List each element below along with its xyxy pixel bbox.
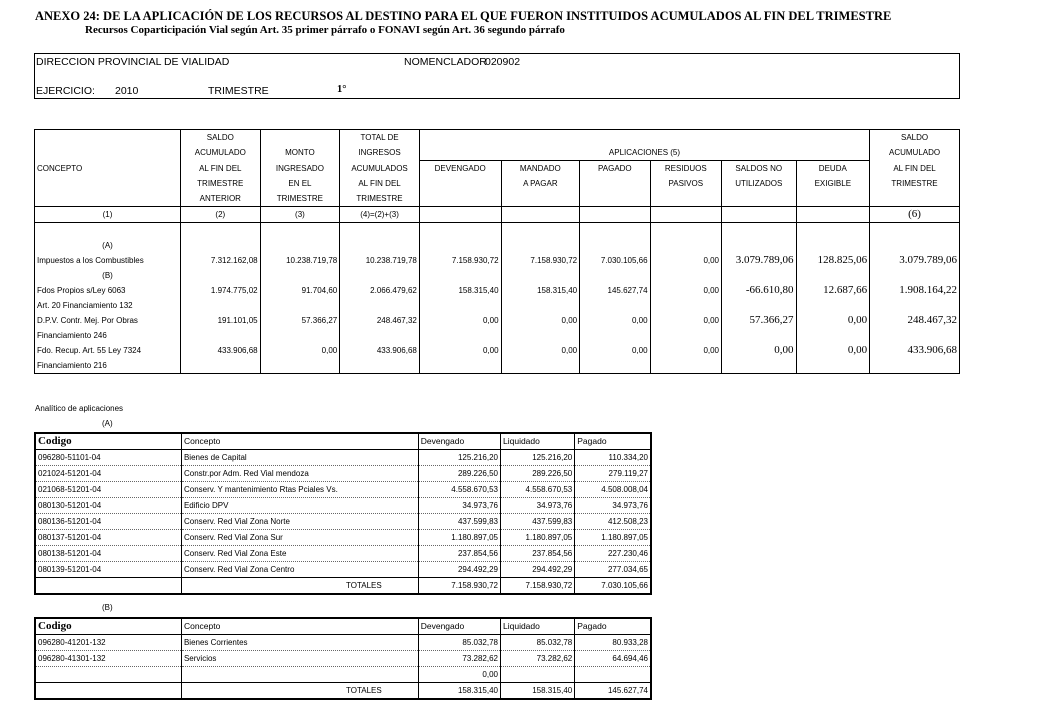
table-row (35, 253, 960, 268)
header-monto-2: INGRESADO (260, 161, 340, 177)
spacer-cell (870, 223, 960, 239)
spacer-cell (650, 358, 721, 374)
header-monto-3: EN EL (260, 176, 340, 191)
cell-liquidado: 437.599,83 (501, 514, 575, 530)
cell-codigo: 080136-51201-04 (35, 514, 181, 530)
spacer-cell (419, 238, 501, 253)
ejercicio-value: 2010 (115, 85, 139, 97)
cell-concepto: Constr.por Adm. Red Vial mendoza (181, 466, 418, 482)
cell-codigo: 096280-51101-04 (35, 450, 181, 466)
header-mandado-1: MANDADO (501, 161, 580, 177)
header-saldo-ant-3: AL FIN DEL (180, 161, 260, 177)
header-pagado: Pagado (575, 618, 651, 635)
cell-codigo: 080130-51201-04 (35, 498, 181, 514)
header-saldos-no-1: SALDOS NO (722, 161, 797, 177)
document-title: ANEXO 24: DE LA APLICACIÓN DE LOS RECURSOS AL DESTINO PARA EL QUE FUERON INSTITUIDOS ACUMULADOS AL FIN DEL TRIMESTRE (35, 9, 892, 23)
col-number-4: (4)=(2)+(3) (340, 207, 420, 223)
row-saldos-no: 0,00 (722, 343, 797, 358)
header-cell (796, 191, 870, 207)
cell-concepto: Conserv. Red Vial Zona Este (181, 546, 418, 562)
cell-liquidado: 237.854,56 (501, 546, 575, 562)
analitico-title: Analítico de aplicaciones (35, 404, 124, 413)
spacer-cell (501, 238, 580, 253)
spacer-cell (650, 328, 721, 343)
spacer-cell (260, 328, 340, 343)
cell-devengado: 4.558.670,53 (418, 482, 500, 498)
header-liquidado: Liquidado (501, 433, 575, 450)
row-saldos-no: 3.079.789,06 (722, 253, 797, 268)
spacer-cell (180, 268, 260, 283)
table-row (35, 466, 651, 482)
header-cell (580, 176, 650, 191)
col-number-2: (2) (180, 207, 260, 223)
spacer-cell (722, 328, 797, 343)
row-mandado: 158.315,40 (501, 283, 580, 298)
total-liquidado: 158.315,40 (501, 683, 575, 700)
cell-liquidado: 125.216,20 (501, 450, 575, 466)
header-devengado: DEVENGADO (419, 161, 501, 177)
spacer-cell (180, 238, 260, 253)
header-saldo-ant-1: SALDO (180, 130, 260, 146)
cell-pagado: 412.508,23 (575, 514, 651, 530)
header-total-2: INGRESOS (340, 145, 420, 161)
row-pagado: 0,00 (580, 343, 650, 358)
totals-label: TOTALES (181, 578, 418, 595)
row-pagado: 0,00 (580, 313, 650, 328)
header-codigo: Codigo (35, 618, 181, 635)
analitico-group-a: (A) (102, 419, 113, 428)
table-row (35, 514, 651, 530)
header-cell (580, 207, 650, 223)
organismo-name: DIRECCION PROVINCIAL DE VIALIDAD (36, 56, 230, 68)
spacer-cell (180, 223, 260, 239)
row-pagado: 7.030.105,66 (580, 253, 650, 268)
table-row (35, 635, 651, 651)
cell-pagado: 64.694,46 (575, 651, 651, 667)
header-liquidado: Liquidado (501, 618, 575, 635)
spacer-cell (260, 358, 340, 374)
header-saldo-fin-4: TRIMESTRE (870, 176, 960, 191)
cell-devengado: 237.854,56 (418, 546, 500, 562)
cell-codigo: 080138-51201-04 (35, 546, 181, 562)
cell-liquidado (501, 667, 575, 683)
cell-codigo: 021024-51201-04 (35, 466, 181, 482)
row-monto: 10.238.719,78 (260, 253, 340, 268)
cell-codigo: 096280-41301-132 (35, 651, 181, 667)
table-row (35, 651, 651, 667)
spacer-cell (870, 328, 960, 343)
group-b-label: (B) (102, 271, 113, 280)
cell-concepto: Conserv. Red Vial Zona Norte (181, 514, 418, 530)
header-cell (501, 191, 580, 207)
row-sub-concept: Art. 20 Financiamiento 132 (37, 301, 133, 310)
table-row (35, 313, 960, 328)
col-number-6: (6) (870, 207, 960, 223)
header-cell (35, 191, 181, 207)
nomenclador-label: NOMENCLADOR (404, 56, 487, 68)
header-monto-1: MONTO (260, 145, 340, 161)
spacer-cell (419, 268, 501, 283)
row-concept: D.P.V. Contr. Mej. Por Obras (37, 316, 138, 325)
row-total: 248.467,32 (340, 313, 420, 328)
row-saldos-no: 57.366,27 (722, 313, 797, 328)
row-saldo-ant: 7.312.162,08 (180, 253, 260, 268)
row-saldo-fin: 433.906,68 (870, 343, 960, 358)
row-deuda: 12.687,66 (796, 283, 870, 298)
nomenclador-value: 020902 (485, 56, 521, 68)
spacer-cell (260, 238, 340, 253)
header-cell (419, 191, 501, 207)
header-saldos-no-2: UTILIZADOS (722, 176, 797, 191)
cell-codigo: 021068-51201-04 (35, 482, 181, 498)
spacer-cell (35, 223, 181, 239)
row-saldo-ant: 1.974.775,02 (180, 283, 260, 298)
header-saldo-ant-2: ACUMULADO (180, 145, 260, 161)
cell-concepto: Conserv. Red Vial Zona Sur (181, 530, 418, 546)
cell-liquidado: 73.282,62 (501, 651, 575, 667)
row-saldo-ant: 433.906,68 (180, 343, 260, 358)
row-devengado: 0,00 (419, 313, 501, 328)
cell-concepto: Edificio DPV (181, 498, 418, 514)
spacer-cell (580, 223, 650, 239)
cell-pagado: 110.334,20 (575, 450, 651, 466)
spacer-cell (722, 268, 797, 283)
spacer-cell (180, 358, 260, 374)
cell-concepto: Bienes Corrientes (181, 635, 418, 651)
header-devengado: Devengado (418, 433, 500, 450)
row-monto: 0,00 (260, 343, 340, 358)
cell-devengado: 1.180.897,05 (418, 530, 500, 546)
table-row (35, 482, 651, 498)
header-mandado-2: A PAGAR (501, 176, 580, 191)
cell-liquidado: 1.180.897,05 (501, 530, 575, 546)
group-a-label: (A) (102, 241, 113, 250)
row-pagado: 145.627,74 (580, 283, 650, 298)
header-residuos-1: RESIDUOS (650, 161, 721, 177)
header-concepto: CONCEPTO (37, 163, 83, 173)
row-deuda: 0,00 (796, 343, 870, 358)
cell-devengado: 85.032,78 (418, 635, 500, 651)
header-cell (419, 207, 501, 223)
header-total-5: TRIMESTRE (340, 191, 420, 207)
spacer-cell (180, 328, 260, 343)
table-row (35, 283, 960, 298)
header-cell (35, 176, 181, 191)
main-table (34, 129, 960, 374)
spacer-cell (870, 238, 960, 253)
spacer-cell (501, 358, 580, 374)
spacer-cell (340, 358, 420, 374)
cell-pagado: 34.973,76 (575, 498, 651, 514)
header-pagado: Pagado (575, 433, 651, 450)
total-devengado: 158.315,40 (418, 683, 500, 700)
row-mandado: 7.158.930,72 (501, 253, 580, 268)
totals-label: TOTALES (181, 683, 418, 700)
header-cell (870, 191, 960, 207)
cell-pagado: 80.933,28 (575, 635, 651, 651)
row-deuda: 128.825,06 (796, 253, 870, 268)
cell-pagado (575, 667, 651, 683)
table-row (35, 498, 651, 514)
spacer-cell (419, 223, 501, 239)
row-residuos: 0,00 (650, 313, 721, 328)
cell-pagado: 1.180.897,05 (575, 530, 651, 546)
header-saldo-fin-1: SALDO (870, 130, 960, 146)
ejercicio-label: EJERCICIO: (36, 85, 95, 97)
spacer-cell (419, 358, 501, 374)
spacer-cell (340, 268, 420, 283)
header-cell (650, 207, 721, 223)
detail-table-b (34, 617, 652, 700)
spacer-cell (340, 298, 420, 313)
info-box (34, 53, 960, 99)
cell-concepto (181, 667, 418, 683)
header-total-1: TOTAL DE (340, 130, 420, 146)
cell-codigo: 080139-51201-04 (35, 562, 181, 578)
spacer-cell (870, 358, 960, 374)
totals-row (35, 683, 651, 700)
spacer-cell (870, 298, 960, 313)
spacer-cell (580, 298, 650, 313)
trimestre-value: 1° (337, 84, 347, 95)
spacer-cell (35, 578, 181, 595)
table-row (35, 562, 651, 578)
row-deuda: 0,00 (796, 313, 870, 328)
table-row (35, 343, 960, 358)
cell-pagado: 279.119,27 (575, 466, 651, 482)
header-cell (35, 130, 181, 146)
spacer-cell (796, 238, 870, 253)
total-pagado: 145.627,74 (575, 683, 651, 700)
header-saldo-ant-4: TRIMESTRE (180, 176, 260, 191)
cell-liquidado: 294.492,29 (501, 562, 575, 578)
total-devengado: 7.158.930,72 (418, 578, 500, 595)
cell-concepto: Servicios (181, 651, 418, 667)
cell-pagado: 277.034,65 (575, 562, 651, 578)
header-saldo-fin-3: AL FIN DEL (870, 161, 960, 177)
header-cell (260, 130, 340, 146)
cell-concepto: Bienes de Capital (181, 450, 418, 466)
trimestre-label: TRIMESTRE (208, 85, 269, 97)
table-row (35, 530, 651, 546)
header-cell (650, 191, 721, 207)
document-subtitle: Recursos Coparticipación Vial según Art. 35 primer párrafo o FONAVI según Art. 36 segundo párrafo (85, 24, 565, 36)
cell-liquidado: 34.973,76 (501, 498, 575, 514)
row-devengado: 0,00 (419, 343, 501, 358)
table-row (35, 450, 651, 466)
spacer-cell (340, 223, 420, 239)
row-devengado: 7.158.930,72 (419, 253, 501, 268)
spacer-cell (501, 268, 580, 283)
header-cell (419, 176, 501, 191)
analitico-group-b: (B) (102, 603, 113, 612)
row-total: 10.238.719,78 (340, 253, 420, 268)
cell-devengado: 0,00 (418, 667, 500, 683)
cell-concepto: Conserv. Y mantenimiento Rtas Pciales Vs. (181, 482, 418, 498)
spacer-cell (260, 223, 340, 239)
cell-liquidado: 289.226,50 (501, 466, 575, 482)
cell-liquidado: 85.032,78 (501, 635, 575, 651)
row-residuos: 0,00 (650, 343, 721, 358)
spacer-cell (796, 268, 870, 283)
row-sub-concept: Financiamiento 246 (37, 331, 107, 340)
row-monto: 57.366,27 (260, 313, 340, 328)
spacer-cell (650, 223, 721, 239)
spacer-cell (650, 298, 721, 313)
cell-codigo (35, 667, 181, 683)
row-concept: Fdos Propios s/Ley 6063 (37, 286, 126, 295)
header-cell (35, 145, 181, 161)
cell-liquidado: 4.558.670,53 (501, 482, 575, 498)
cell-devengado: 34.973,76 (418, 498, 500, 514)
spacer-cell (260, 298, 340, 313)
header-monto-4: TRIMESTRE (260, 191, 340, 207)
header-cell (796, 207, 870, 223)
row-residuos: 0,00 (650, 283, 721, 298)
spacer-cell (580, 358, 650, 374)
spacer-cell (722, 238, 797, 253)
cell-devengado: 294.492,29 (418, 562, 500, 578)
row-total: 2.066.479,62 (340, 283, 420, 298)
cell-codigo: 080137-51201-04 (35, 530, 181, 546)
header-residuos-2: PASIVOS (650, 176, 721, 191)
spacer-cell (501, 328, 580, 343)
row-saldo-ant: 191.101,05 (180, 313, 260, 328)
spacer-cell (419, 328, 501, 343)
row-devengado: 158.315,40 (419, 283, 501, 298)
spacer-cell (796, 223, 870, 239)
row-saldos-no: -66.610,80 (722, 283, 797, 298)
spacer-cell (340, 238, 420, 253)
header-aplicaciones: APLICACIONES (5) (419, 145, 869, 161)
header-saldo-ant-5: ANTERIOR (180, 191, 260, 207)
table-row (35, 546, 651, 562)
row-saldo-fin: 3.079.789,06 (870, 253, 960, 268)
header-cell (501, 207, 580, 223)
spacer-cell (796, 298, 870, 313)
header-deuda-1: DEUDA (796, 161, 870, 177)
spacer-cell (650, 268, 721, 283)
row-saldo-fin: 1.908.164,22 (870, 283, 960, 298)
cell-devengado: 437.599,83 (418, 514, 500, 530)
total-pagado: 7.030.105,66 (575, 578, 651, 595)
col-number-3: (3) (260, 207, 340, 223)
header-concepto: Concepto (181, 618, 418, 635)
header-concepto: Concepto (181, 433, 418, 450)
spacer-cell (35, 683, 181, 700)
header-cell (722, 191, 797, 207)
cell-concepto: Conserv. Red Vial Zona Centro (181, 562, 418, 578)
spacer-cell (722, 298, 797, 313)
totals-row (35, 578, 651, 595)
cell-devengado: 289.226,50 (418, 466, 500, 482)
row-total: 433.906,68 (340, 343, 420, 358)
row-monto: 91.704,60 (260, 283, 340, 298)
cell-pagado: 4.508.008,04 (575, 482, 651, 498)
spacer-cell (580, 328, 650, 343)
cell-devengado: 73.282,62 (418, 651, 500, 667)
header-saldo-fin-2: ACUMULADO (870, 145, 960, 161)
spacer-cell (722, 223, 797, 239)
spacer-cell (580, 238, 650, 253)
cell-devengado: 125.216,20 (418, 450, 500, 466)
header-cell (580, 191, 650, 207)
spacer-cell (501, 298, 580, 313)
row-concept: Impuestos a los Combustibles (37, 256, 144, 265)
header-cell (722, 207, 797, 223)
header-total-4: AL FIN DEL (340, 176, 420, 191)
row-mandado: 0,00 (501, 313, 580, 328)
spacer-cell (722, 358, 797, 374)
header-codigo: Codigo (35, 433, 181, 450)
total-liquidado: 7.158.930,72 (501, 578, 575, 595)
spacer-cell (796, 328, 870, 343)
spacer-cell (580, 268, 650, 283)
row-sub-concept: Financiamiento 216 (37, 361, 107, 370)
spacer-cell (340, 328, 420, 343)
cell-codigo: 096280-41201-132 (35, 635, 181, 651)
row-concept: Fdo. Recup. Art. 55 Ley 7324 (37, 346, 142, 355)
spacer-cell (501, 223, 580, 239)
header-devengado: Devengado (418, 618, 500, 635)
col-number-1: (1) (35, 207, 181, 223)
header-total-3: ACUMULADOS (340, 161, 420, 177)
header-pagado: PAGADO (580, 161, 650, 177)
spacer-cell (180, 298, 260, 313)
spacer-cell (796, 358, 870, 374)
spacer-cell (260, 268, 340, 283)
spacer-cell (870, 268, 960, 283)
row-residuos: 0,00 (650, 253, 721, 268)
row-mandado: 0,00 (501, 343, 580, 358)
cell-pagado: 227.230,46 (575, 546, 651, 562)
spacer-cell (650, 238, 721, 253)
spacer-cell (419, 298, 501, 313)
detail-table-a (34, 432, 652, 595)
table-row (35, 667, 651, 683)
header-cell (419, 130, 869, 146)
header-deuda-2: EXIGIBLE (796, 176, 870, 191)
row-saldo-fin: 248.467,32 (870, 313, 960, 328)
